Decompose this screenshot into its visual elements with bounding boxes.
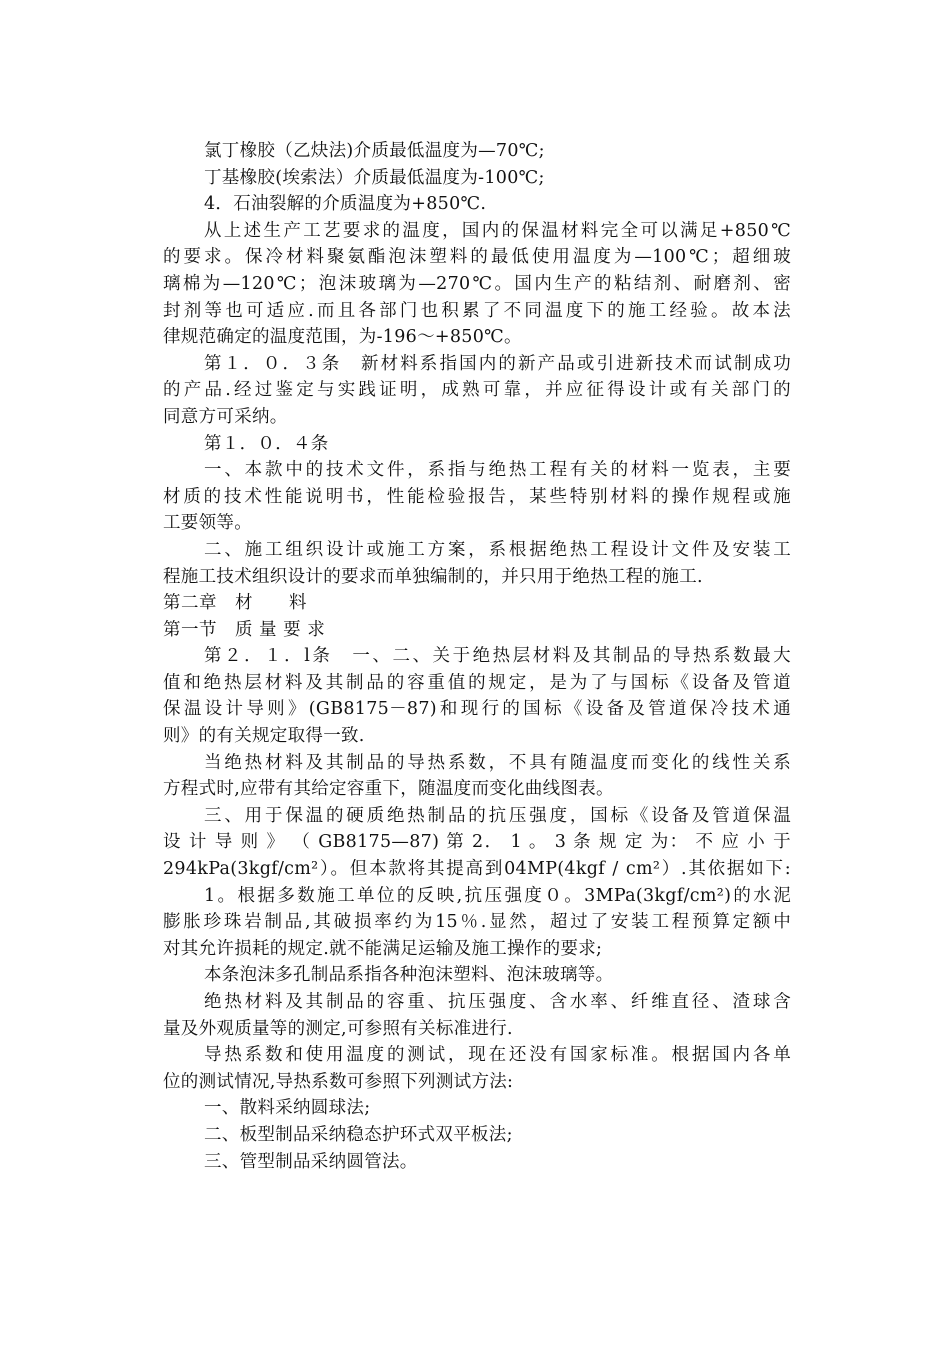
text-line: 本条泡沫多孔制品系指各种泡沫塑料、泡沫玻璃等。: [204, 965, 614, 986]
text-line: 设 计 导 则 》 （ GB8175—87) 第 2． 1 。 3 条 规 定 为： 不 应 小 于: [163, 832, 791, 853]
text-line: 第１．０．４条: [204, 433, 329, 454]
text-line: 一、本款中的技术文件，系指与绝热工程有关的材料一览表，主要: [204, 460, 791, 481]
text-line: 第１．０．３条 新材料系指国内的新产品或引进新技术而试制成功: [204, 353, 791, 374]
document-body: [163, 138, 791, 1175]
text-line: 膨胀珍珠岩制品,其破损率约为15％.显然，超过了安装工程预算定额中: [163, 912, 791, 933]
text-line: 工要领等。: [163, 513, 252, 534]
text-line: 同意方可采纳。: [163, 406, 288, 427]
section-heading: 第一节 质 量 要 求: [163, 619, 326, 640]
chapter-heading: 第二章 材 料: [163, 593, 307, 614]
text-line: 律规范确定的温度范围，为-196～+850℃。: [163, 327, 522, 348]
text-line: 方程式时,应带有其给定容重下，随温度而变化曲线图表。: [163, 779, 614, 800]
text-line: 从上述生产工艺要求的温度，国内的保温材料完全可以满足+850℃: [204, 220, 791, 241]
text-line: 保温设计导则》(GB8175－87)和现行的国标《设备及管道保冷技术通: [163, 699, 791, 720]
text-line: 量及外观质量等的测定,可参照有关标准进行.: [163, 1018, 513, 1039]
text-line: 二、板型制品采纳稳态护环式双平板法;: [204, 1124, 513, 1145]
text-line: 三、管型制品采纳圆管法。: [204, 1151, 418, 1172]
text-line: 程施工技术组织设计的要求而单独编制的，并只用于绝热工程的施工.: [163, 566, 703, 587]
text-line: 对其允许损耗的规定.就不能满足运输及施工操作的要求;: [163, 938, 603, 959]
text-line: 三、用于保温的硬质绝热制品的抗压强度，国标《设备及管道保温: [204, 805, 791, 826]
text-line: 的产品.经过鉴定与实践证明，成熟可靠，并应征得设计或有关部门的: [163, 380, 791, 401]
text-line: 4．石油裂解的介质温度为+850℃.: [204, 194, 487, 215]
text-line: 导热系数和使用温度的测试，现在还没有国家标准。根据国内各单: [204, 1045, 791, 1066]
text-line: 丁基橡胶(埃索法）介质最低温度为-100℃;: [204, 167, 545, 188]
text-line: 294kPa(3kgf/cm²）。但本款将其提高到04MP(4kgf / cm²）.其依据如下:: [163, 859, 791, 880]
text-line: 璃棉为—120℃；泡沫玻璃为—270℃。国内生产的粘结剂、耐磨剂、密: [163, 273, 791, 294]
text-line: 氯丁橡胶（乙炔法)介质最低温度为—70℃;: [204, 141, 545, 161]
text-line: 材质的技术性能说明书，性能检验报告，某些特别材料的操作规程或施: [163, 486, 791, 507]
text-line: 当绝热材料及其制品的导热系数，不具有随温度而变化的线性关系: [204, 752, 791, 773]
text-line: 封剂等也可适应.而且各部门也积累了不同温度下的施工经验。故本法: [163, 300, 791, 321]
text-line: 第２．１．l条 一、二、关于绝热层材料及其制品的导热系数最大: [204, 646, 791, 667]
text-line: 一、散料采纳圆球法;: [204, 1098, 371, 1119]
text-line: 位的测试情况,导热系数可参照下列测试方法:: [163, 1071, 514, 1092]
text-line: 二、施工组织设计或施工方案，系根据绝热工程设计文件及安装工: [204, 539, 791, 560]
text-line: 绝热材料及其制品的容重、抗压强度、含水率、纤维直径、渣球含: [204, 992, 791, 1012]
text-line: 值和绝热层材料及其制品的容重值的规定，是为了与国标《设备及管道: [163, 672, 791, 693]
text-line: 的要求。保冷材料聚氨酯泡沫塑料的最低使用温度为—100℃；超细玻: [163, 247, 791, 268]
text-line: 则》的有关规定取得一致.: [163, 726, 365, 747]
text-line: 1。根据多数施工单位的反映,抗压强度０。3MPa(3kgf/cm²)的水泥: [204, 885, 791, 906]
